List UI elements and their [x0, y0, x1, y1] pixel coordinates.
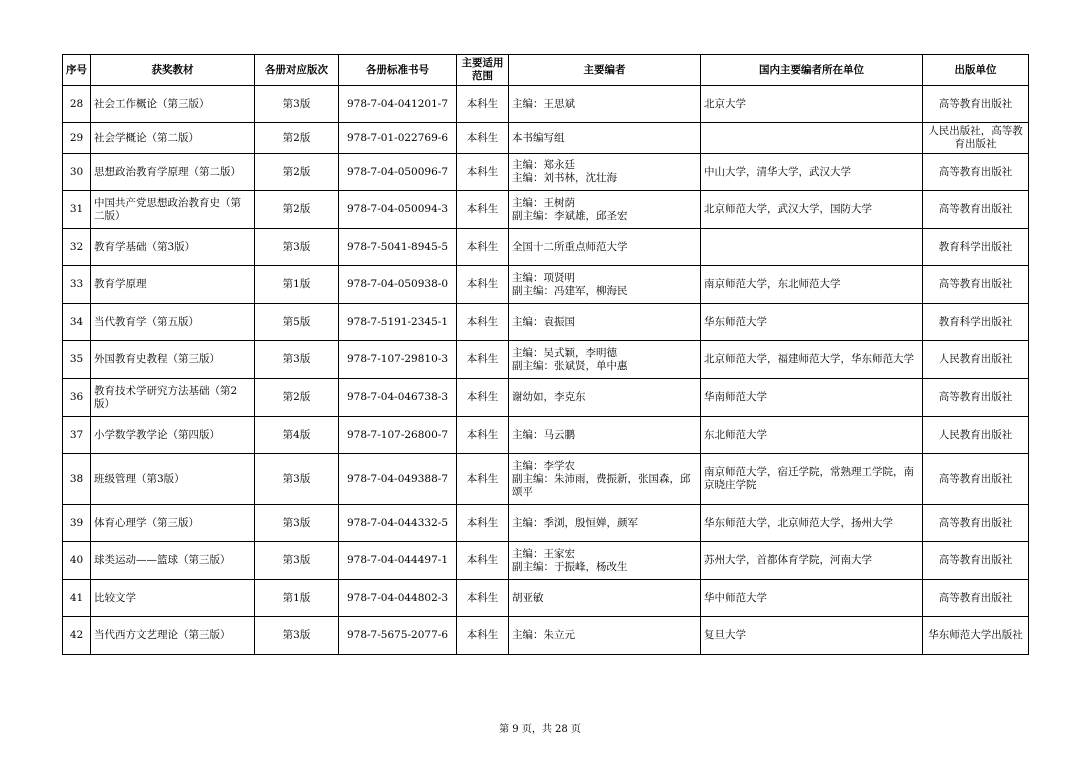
cell-publisher: 教育科学出版社 — [923, 229, 1029, 266]
cell-editors: 全国十二所重点师范大学 — [509, 229, 701, 266]
cell-seq: 38 — [63, 454, 91, 505]
cell-units: 北京师范大学，福建师范大学，华东师范大学 — [701, 341, 923, 379]
cell-textbook-name: 社会学概论（第二版） — [91, 123, 255, 154]
cell-isbn: 978-7-04-044802-3 — [339, 580, 457, 617]
cell-seq: 42 — [63, 617, 91, 655]
cell-publisher: 高等教育出版社 — [923, 266, 1029, 304]
cell-seq: 32 — [63, 229, 91, 266]
cell-units: 北京师范大学，武汉大学，国防大学 — [701, 191, 923, 229]
cell-isbn: 978-7-04-050094-3 — [339, 191, 457, 229]
cell-isbn: 978-7-04-046738-3 — [339, 379, 457, 417]
cell-editors: 胡亚敏 — [509, 580, 701, 617]
table-row — [63, 229, 1029, 266]
cell-editors: 主编：项贤明 副主编：冯建军，柳海民 — [509, 266, 701, 304]
cell-scope: 本科生 — [457, 542, 509, 580]
cell-scope: 本科生 — [457, 379, 509, 417]
cell-isbn: 978-7-04-050096-7 — [339, 154, 457, 191]
header-seq: 序号 — [63, 55, 91, 86]
cell-isbn: 978-7-5675-2077-6 — [339, 617, 457, 655]
cell-publisher: 华东师范大学出版社 — [923, 617, 1029, 655]
cell-seq: 37 — [63, 417, 91, 454]
cell-textbook-name: 外国教育史教程（第三版） — [91, 341, 255, 379]
cell-edition: 第1版 — [255, 266, 339, 304]
cell-seq: 31 — [63, 191, 91, 229]
cell-isbn: 978-7-5191-2345-1 — [339, 304, 457, 341]
cell-units: 苏州大学，首都体育学院，河南大学 — [701, 542, 923, 580]
cell-scope: 本科生 — [457, 191, 509, 229]
cell-textbook-name: 社会工作概论（第三版） — [91, 86, 255, 123]
header-textbook-name: 获奖教材 — [91, 55, 255, 86]
table-row — [63, 154, 1029, 191]
cell-seq: 40 — [63, 542, 91, 580]
cell-editors: 主编：王家宏 副主编：于振峰，杨改生 — [509, 542, 701, 580]
cell-edition: 第2版 — [255, 123, 339, 154]
cell-edition: 第2版 — [255, 379, 339, 417]
cell-isbn: 978-7-01-022769-6 — [339, 123, 457, 154]
table-row — [63, 86, 1029, 123]
cell-isbn: 978-7-04-050938-0 — [339, 266, 457, 304]
cell-editors: 主编：季浏，殷恒婵，颜军 — [509, 505, 701, 542]
cell-seq: 28 — [63, 86, 91, 123]
cell-units: 东北师范大学 — [701, 417, 923, 454]
cell-publisher: 高等教育出版社 — [923, 86, 1029, 123]
cell-units: 南京师范大学，宿迁学院，常熟理工学院，南京晓庄学院 — [701, 454, 923, 505]
cell-isbn: 978-7-04-049388-7 — [339, 454, 457, 505]
cell-publisher: 人民教育出版社 — [923, 341, 1029, 379]
cell-edition: 第3版 — [255, 617, 339, 655]
cell-publisher: 高等教育出版社 — [923, 542, 1029, 580]
header-isbn: 各册标准书号 — [339, 55, 457, 86]
cell-editors: 主编：吴式颖，李明德 副主编：张斌贤，单中惠 — [509, 341, 701, 379]
cell-edition: 第3版 — [255, 542, 339, 580]
cell-publisher: 高等教育出版社 — [923, 191, 1029, 229]
cell-editors: 主编：李学农 副主编：朱沛雨，费振新，张国森，邱颂平 — [509, 454, 701, 505]
cell-units: 华南师范大学 — [701, 379, 923, 417]
cell-textbook-name: 体育心理学（第三版） — [91, 505, 255, 542]
table-row — [63, 266, 1029, 304]
cell-scope: 本科生 — [457, 341, 509, 379]
cell-seq: 33 — [63, 266, 91, 304]
cell-edition: 第5版 — [255, 304, 339, 341]
cell-isbn: 978-7-04-044332-5 — [339, 505, 457, 542]
cell-units: 复旦大学 — [701, 617, 923, 655]
cell-scope: 本科生 — [457, 154, 509, 191]
cell-textbook-name: 当代西方文艺理论（第三版） — [91, 617, 255, 655]
cell-isbn: 978-7-5041-8945-5 — [339, 229, 457, 266]
table-header-row — [63, 55, 1029, 86]
cell-edition: 第4版 — [255, 417, 339, 454]
cell-isbn: 978-7-107-26800-7 — [339, 417, 457, 454]
cell-edition: 第3版 — [255, 341, 339, 379]
cell-seq: 35 — [63, 341, 91, 379]
cell-units: 南京师范大学，东北师范大学 — [701, 266, 923, 304]
page-number: 第 9 页，共 28 页 — [499, 724, 581, 735]
cell-editors: 主编：王思斌 — [509, 86, 701, 123]
cell-textbook-name: 教育学基础（第3版） — [91, 229, 255, 266]
cell-textbook-name: 思想政治教育学原理（第二版） — [91, 154, 255, 191]
cell-isbn: 978-7-04-044497-1 — [339, 542, 457, 580]
header-editors: 主要编者 — [509, 55, 701, 86]
cell-publisher: 高等教育出版社 — [923, 505, 1029, 542]
cell-seq: 29 — [63, 123, 91, 154]
cell-units: 中山大学，清华大学，武汉大学 — [701, 154, 923, 191]
cell-editors: 主编：朱立元 — [509, 617, 701, 655]
cell-editors: 主编：马云鹏 — [509, 417, 701, 454]
header-units: 国内主要编者所在单位 — [701, 55, 923, 86]
cell-editors: 主编：袁振国 — [509, 304, 701, 341]
cell-scope: 本科生 — [457, 266, 509, 304]
cell-edition: 第1版 — [255, 580, 339, 617]
cell-seq: 39 — [63, 505, 91, 542]
cell-edition: 第3版 — [255, 505, 339, 542]
cell-edition: 第3版 — [255, 229, 339, 266]
cell-editors: 主编：王树荫 副主编：李斌雄，邱圣宏 — [509, 191, 701, 229]
textbook-award-table — [62, 54, 1029, 655]
cell-seq: 36 — [63, 379, 91, 417]
cell-isbn: 978-7-107-29810-3 — [339, 341, 457, 379]
cell-textbook-name: 班级管理（第3版） — [91, 454, 255, 505]
cell-scope: 本科生 — [457, 229, 509, 266]
table-row — [63, 304, 1029, 341]
cell-seq: 41 — [63, 580, 91, 617]
cell-publisher: 教育科学出版社 — [923, 304, 1029, 341]
header-publisher: 出版单位 — [923, 55, 1029, 86]
cell-textbook-name: 教育学原理 — [91, 266, 255, 304]
cell-seq: 30 — [63, 154, 91, 191]
table-row — [63, 123, 1029, 154]
header-edition: 各册对应版次 — [255, 55, 339, 86]
cell-scope: 本科生 — [457, 417, 509, 454]
cell-scope: 本科生 — [457, 617, 509, 655]
cell-scope: 本科生 — [457, 454, 509, 505]
cell-publisher: 人民出版社，高等教育出版社 — [923, 123, 1029, 154]
table-row — [63, 191, 1029, 229]
table-row — [63, 505, 1029, 542]
cell-seq: 34 — [63, 304, 91, 341]
cell-edition: 第3版 — [255, 454, 339, 505]
cell-scope: 本科生 — [457, 505, 509, 542]
cell-publisher: 高等教育出版社 — [923, 379, 1029, 417]
table-row — [63, 617, 1029, 655]
cell-edition: 第2版 — [255, 154, 339, 191]
cell-editors: 主编：郑永廷 主编：刘书林，沈壮海 — [509, 154, 701, 191]
cell-scope: 本科生 — [457, 123, 509, 154]
cell-units: 华中师范大学 — [701, 580, 923, 617]
cell-textbook-name: 小学数学教学论（第四版） — [91, 417, 255, 454]
cell-textbook-name: 当代教育学（第五版） — [91, 304, 255, 341]
cell-editors: 本书编写组 — [509, 123, 701, 154]
cell-textbook-name: 球类运动——篮球（第三版） — [91, 542, 255, 580]
cell-publisher: 高等教育出版社 — [923, 580, 1029, 617]
cell-textbook-name: 中国共产党思想政治教育史（第二版） — [91, 191, 255, 229]
table-body — [63, 86, 1029, 655]
cell-publisher: 高等教育出版社 — [923, 454, 1029, 505]
cell-units: 华东师范大学，北京师范大学，扬州大学 — [701, 505, 923, 542]
cell-textbook-name: 教育技术学研究方法基础（第2版） — [91, 379, 255, 417]
cell-units — [701, 123, 923, 154]
cell-edition: 第2版 — [255, 191, 339, 229]
cell-units: 北京大学 — [701, 86, 923, 123]
cell-textbook-name: 比较文学 — [91, 580, 255, 617]
cell-scope: 本科生 — [457, 304, 509, 341]
table-row — [63, 542, 1029, 580]
header-scope: 主要适用范围 — [457, 55, 509, 86]
cell-publisher: 高等教育出版社 — [923, 154, 1029, 191]
cell-units — [701, 229, 923, 266]
table-row — [63, 379, 1029, 417]
cell-scope: 本科生 — [457, 86, 509, 123]
cell-publisher: 人民教育出版社 — [923, 417, 1029, 454]
cell-editors: 谢幼如，李克东 — [509, 379, 701, 417]
cell-scope: 本科生 — [457, 580, 509, 617]
cell-isbn: 978-7-04-041201-7 — [339, 86, 457, 123]
table-row — [63, 454, 1029, 505]
cell-edition: 第3版 — [255, 86, 339, 123]
table-row — [63, 417, 1029, 454]
table-row — [63, 580, 1029, 617]
table-row — [63, 341, 1029, 379]
cell-units: 华东师范大学 — [701, 304, 923, 341]
